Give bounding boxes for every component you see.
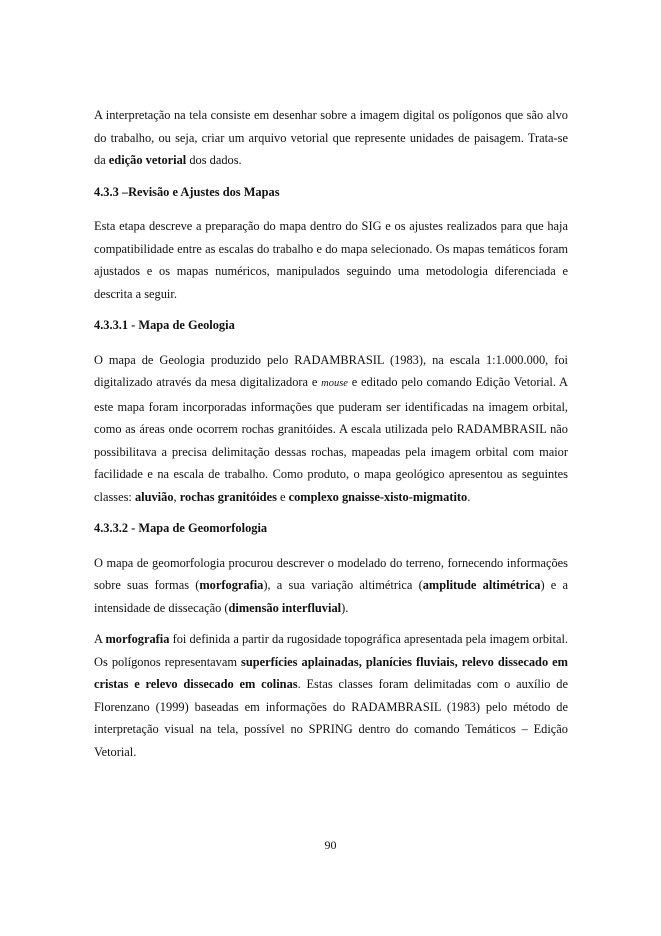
text-span: e — [276, 489, 289, 504]
paragraph-geology-map — [94, 349, 568, 509]
bold-term: edição vetorial — [108, 153, 187, 167]
text-span: Esta etapa descreve a preparação do mapa dentro do SIG e os ajustes realizados para que haja compatibilidade entre as escalas do trabalho e do mapa selecionado. Os mapas temáticos foram ajustados e os mapas numéricos, manipulados seguindo uma metodologia diferenciada e descrita a seguir. — [94, 219, 568, 301]
section-heading-4-3-3-1: 4.3.3.1 - Mapa de Geologia — [94, 318, 235, 332]
text-span: . Estas classes foram delimitadas com o auxílio de Florenzano (1999) baseadas em informações do RADAMBRASIL (1983) pelo método de interpretação visual na tela, possível no SPRING dentro do comando Temáticos – Edição Vetorial. — [94, 677, 568, 759]
text-span: e editado pelo comando Edição Vetorial. A este mapa foram incorporadas informações que puderam ser identificadas na imagem orbital, como as áreas onde ocorrem rochas granitóides. A escala utilizada pelo RADAMBRASIL não possibilitava a precisa delimitação dessas rochas, mapeadas pela imagem orbital com maior facilidade e na escala de trabalho. Como produto, o mapa geológico apresentou as seguintes classes: — [94, 375, 569, 504]
bold-term: amplitude altimétrica — [422, 578, 541, 592]
paragraph-map-review — [94, 215, 568, 305]
bold-term: dimensão interfluvial — [228, 600, 342, 615]
text-span: A — [94, 632, 106, 646]
bold-term: morfografia — [199, 578, 264, 592]
bold-term: aluvião — [134, 489, 174, 504]
paragraph-vector-editing — [94, 104, 568, 172]
text-span: . — [467, 489, 471, 504]
section-heading-4-3-3: 4.3.3 –Revisão e Ajustes dos Mapas — [94, 184, 280, 199]
text-span: A interpretação na tela consiste em desenhar sobre a imagem digital os polígonos que são alvo do trabalho, ou seja, criar um arquivo vetorial que represente unidades de paisagem. Trata-se da — [94, 108, 568, 167]
paragraph-geomorphology-map — [94, 552, 568, 620]
text-span: ). — [341, 600, 349, 615]
paragraph-morphography — [94, 628, 568, 763]
bold-term: rochas granitóides — [179, 489, 277, 504]
bold-term: complexo gnaisse-xisto-migmatito — [288, 489, 468, 504]
text-span: dos dados. — [186, 153, 242, 167]
text-span: , — [173, 489, 180, 504]
text-span: ) e a intensidade de dissecação ( — [94, 578, 569, 615]
text-span: O mapa de Geologia produzido pelo RADAMBRASIL (1983), na escala 1:1.000.000, foi digitalizado através da mesa digitalizadora e — [94, 352, 568, 389]
text-span: foi definida a partir da rugosidade topográfica apresentada pela imagem orbital. Os polígonos representavam — [94, 632, 568, 669]
text-span: ), a sua variação altimétrica ( — [263, 578, 423, 592]
page-content — [94, 104, 568, 772]
section-heading-4-3-3-2: 4.3.3.2 - Mapa de Geomorfologia — [94, 521, 268, 535]
bold-term: morfografia — [105, 632, 170, 646]
bold-term: superfícies aplainadas, planícies fluviais, relevo dissecado em cristas e relevo dissecado em colinas — [94, 654, 569, 691]
italic-term: mouse — [321, 378, 348, 389]
page-number: 90 — [324, 838, 337, 852]
text-span: O mapa de geomorfologia procurou descrever o modelado do terreno, fornecendo informações sobre suas formas ( — [94, 555, 568, 592]
